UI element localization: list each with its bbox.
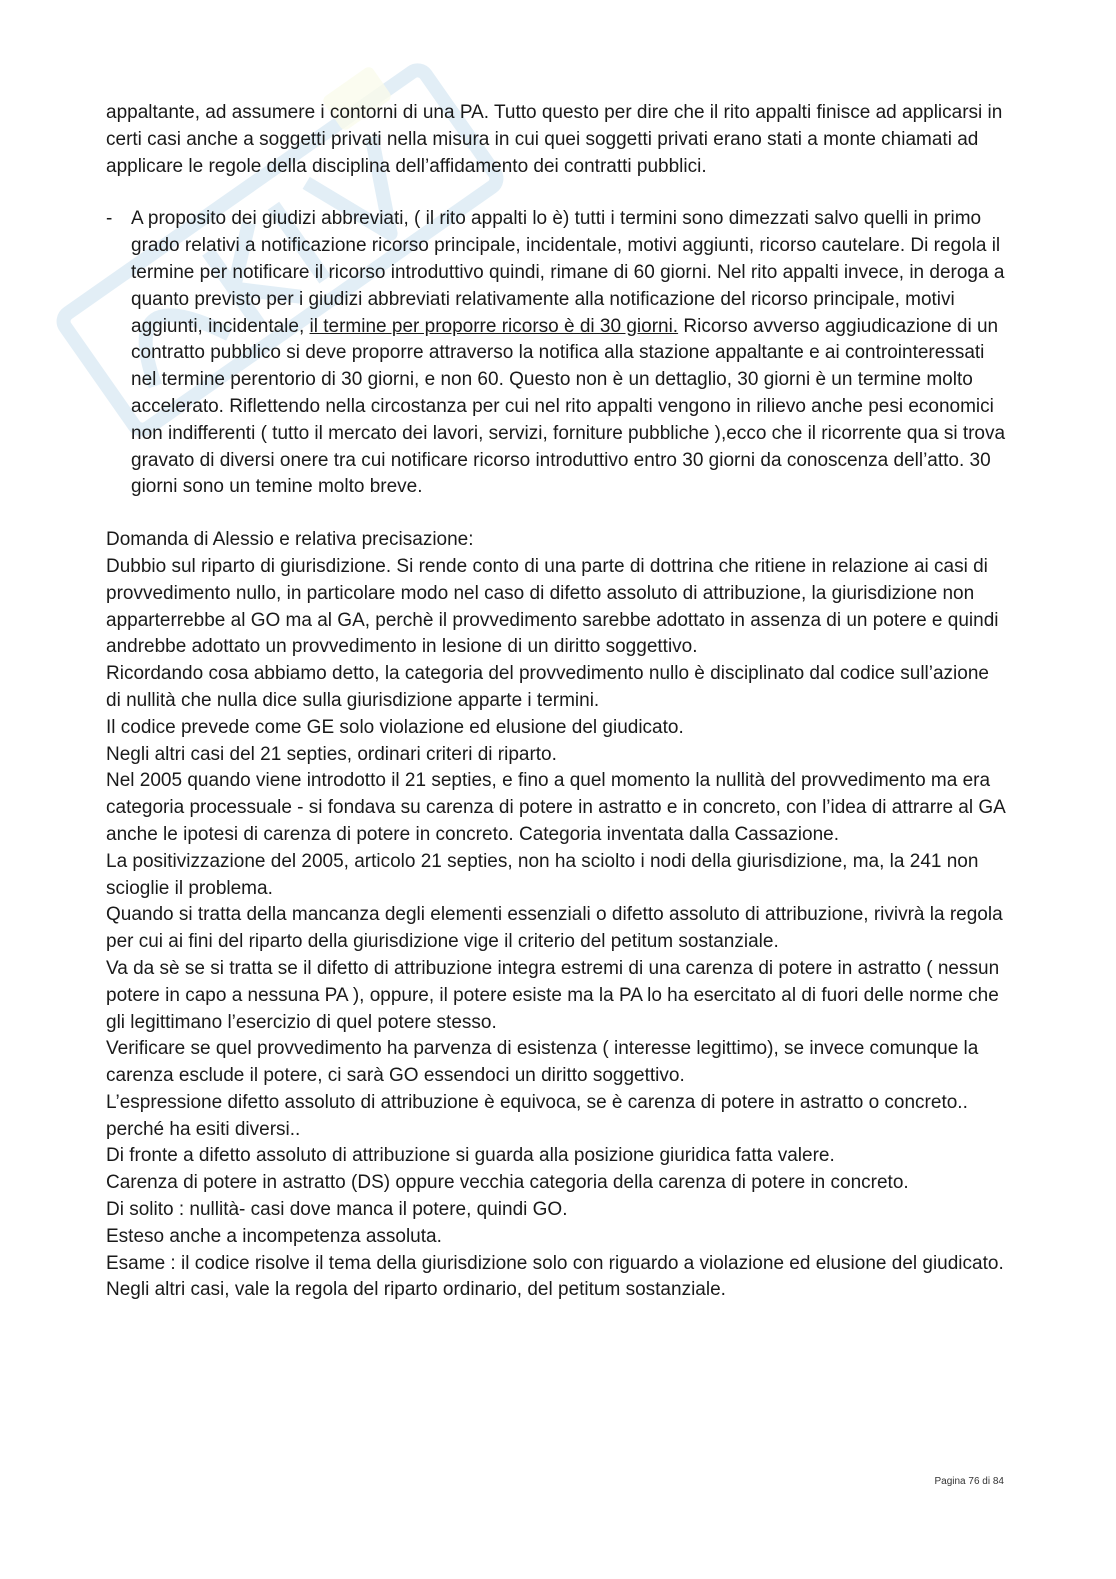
paragraph: Il codice prevede come GE solo violazione ed elusione del giudicato. <box>106 716 684 738</box>
paragraph: Esame : il codice risolve il tema della giurisdizione solo con riguardo a violazione ed elusione del giudicato. Negli altri casi, vale la regola del riparto ordinario, del petitum sostanziale. <box>106 1252 1004 1301</box>
paragraph: L’espressione difetto assoluto di attribuzione è equivoca, se è carenza di potere in astratto o concreto.. perché ha esiti diversi.. <box>106 1091 968 1140</box>
paragraph: Ricordando cosa abbiamo detto, la categoria del provvedimento nullo è disciplinato dal codice sull’azione di nullità che nulla dice sulla giurisdizione apparte i termini. <box>106 663 989 711</box>
paragraph: Nel 2005 quando viene introdotto il 21 septies, e fino a quel momento la nullità del provvedimento ma era categoria processuale - si fondava su carenza di potere in astratto e in concreto, con l’idea di attrarre al GA anche le ipotesi di carenza di potere in concreto. Categoria inventata dalla Cassazione. <box>106 770 1005 845</box>
paragraph: Quando si tratta della mancanza degli elementi essenziali o difetto assoluto di attribuzione, rivivrà la regola per cui ai fini del riparto della giurisdizione vige il criterio del petitum sostanziale. <box>106 904 1003 953</box>
bullet-text-before: A proposito dei giudizi abbreviati, ( il rito appalti lo è) tutti i termini sono dimezzati salvo quelli in primo grado relativi a notificazione ricorso principale, incidentale, motivi aggiunti, ricorso cautelare. Di regola il termine per notificare il ricorso introduttivo quindi, rimane di 60 giorni. Nel rito appalti invece, in deroga a quanto previsto per i giudizi abbreviati relativamente alla notificazione del ricorso principale, motivi aggiunti, incidentale, <box>131 208 1005 337</box>
paragraph: Di solito : nullità- casi dove manca il potere, quindi GO. <box>106 1199 568 1221</box>
paragraph: Carenza di potere in astratto (DS) oppure vecchia categoria della carenza di potere in concreto. <box>106 1172 909 1194</box>
bullet-text-underlined: il termine per proporre ricorso è di 30 giorni. <box>309 315 679 337</box>
page-number: Pagina 76 di 84 <box>934 1476 1004 1487</box>
section-heading: Domanda di Alessio e relativa precisazione: <box>106 529 474 551</box>
paragraph: Dubbio sul riparto di giurisdizione. Si rende conto di una parte di dottrina che ritiene in relazione ai casi di provvedimento nullo, in particolare modo nel caso di difetto assoluto di attribuzione, la giurisdizione non apparterrebbe al GO ma al GA, perchè il provvedimento sarebbe adottato in assenza di un potere e quindi andrebbe adottato un provvedimento in lesione di un diritto soggettivo. <box>106 555 999 658</box>
bullet-text-after: Ricorso avverso aggiudicazione di un contratto pubblico si deve proporre attraverso la notifica alla stazione appaltante e ai controinteressati nel termine perentorio di 30 giorni, e non 60. Questo non è un dettaglio, 30 giorni è un termine molto accelerato. Riflettendo nella circostanza per cui nel rito appalti vengono in rilievo anche pesi economici non indifferenti ( tutto il mercato dei lavori, servizi, forniture pubbliche ),ecco che il ricorrente qua si trova gravato di diversi onere tra cui notificare ricorso introduttivo entro 30 giorni da conoscenza dell’atto. 30 giorni sono un temine molto breve. <box>131 315 1006 498</box>
paragraph: Verificare se quel provvedimento ha parvenza di esistenza ( interesse legittimo), se invece comunque la carenza esclude il potere, ci sarà GO essendoci un diritto soggettivo. <box>106 1038 979 1087</box>
paragraph: Negli altri casi del 21 septies, ordinari criteri di riparto. <box>106 743 557 765</box>
paragraph: Di fronte a difetto assoluto di attribuzione si guarda alla posizione giuridica fatta valere. <box>106 1145 835 1167</box>
notes-section <box>106 527 1006 1304</box>
bullet-item <box>106 206 1006 501</box>
continuation-paragraph: appaltante, ad assumere i contorni di una PA. Tutto questo per dire che il rito appalti finisce ad applicarsi in certi casi anche a soggetti privati nella misura in cui quei soggetti privati erano stati a monte chiamati ad applicare le regole della disciplina dell’affidamento dei contratti pubblici. <box>106 102 1003 177</box>
document-page <box>106 100 1006 1304</box>
paragraph: Esteso anche a incompetenza assoluta. <box>106 1225 442 1247</box>
paragraph: Va da sè se si tratta se il difetto di attribuzione integra estremi di una carenza di potere in astratto ( nessun potere in capo a nessuna PA ), oppure, il potere esiste ma la PA lo ha esercitato al di fuori delle norme che gli legittimano l’esercizio di quel potere stesso. <box>106 957 1000 1033</box>
paragraph: La positivizzazione del 2005, articolo 21 septies, non ha sciolto i nodi della giurisdizione, ma, la 241 non scioglie il problema. <box>106 850 979 899</box>
bullet-dash: - <box>106 208 113 230</box>
